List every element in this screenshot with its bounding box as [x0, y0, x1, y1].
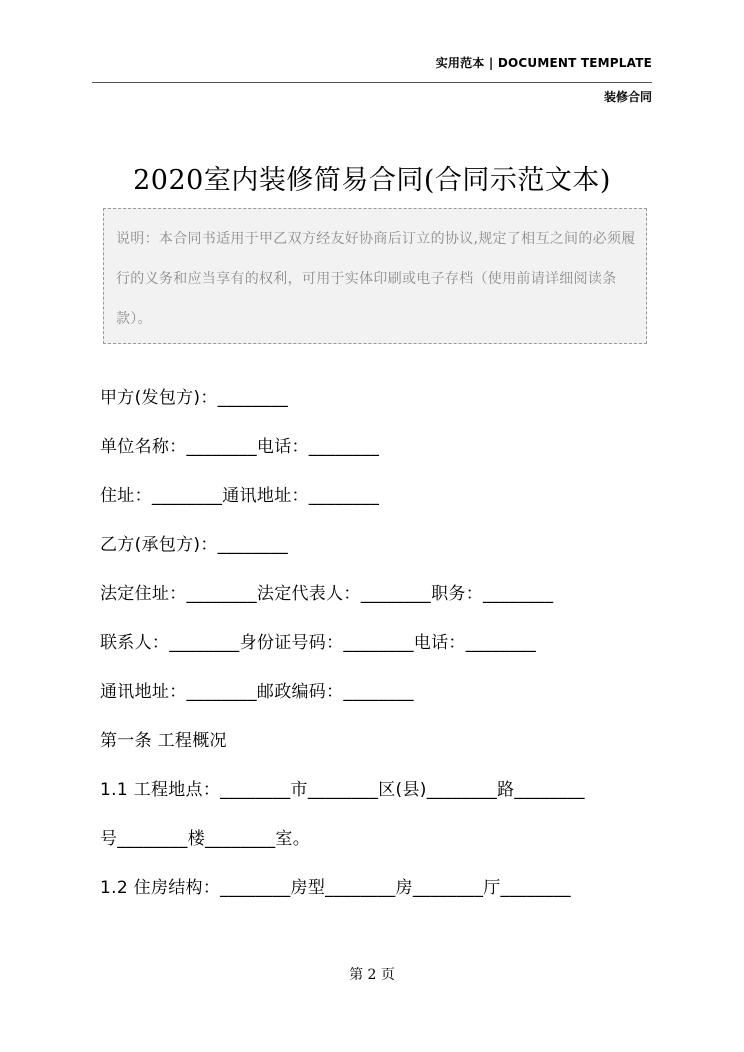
header-category-label: 装修合同: [603, 90, 652, 104]
party-b-contact-line: 联系人：________身份证号码：________电话：________: [100, 633, 537, 653]
header-divider: [92, 82, 652, 83]
party-a-address-line: 住址：________通讯地址：________: [100, 486, 380, 506]
document-title: 2020室内装修简易合同(合同示范文本): [133, 165, 611, 197]
description-text: 说明：本合同书适用于甲乙双方经友好协商后订立的协议,规定了相互之间的必须履行的义务和应当享有的权利，可用于实体印刷或电子存档（使用前请详细阅读条款）。: [116, 231, 636, 327]
party-a-line: 甲方(发包方)：________: [100, 388, 289, 408]
party-b-address-line: 通讯地址：________邮政编码：________: [100, 682, 414, 702]
page-number: 第 2 页: [349, 967, 395, 983]
description-box: [103, 208, 647, 344]
party-a-unit-line: 单位名称：________电话：________: [100, 437, 380, 457]
party-b-legal-line: 法定住址：________法定代表人：________职务：________: [100, 584, 554, 604]
clause-1-1-continued: 号________楼________室。: [100, 829, 310, 849]
clause-1-1-line: 1.1 工程地点：________市________区(县)________路________: [100, 780, 585, 800]
clause-1-2-line: 1.2 住房结构：________房型________房________厅________: [100, 878, 571, 898]
article-one-heading: 第一条 工程概况: [100, 731, 227, 751]
header-template-label: 实用范本 | DOCUMENT TEMPLATE: [435, 56, 652, 70]
party-b-line: 乙方(承包方)：________: [100, 535, 289, 555]
